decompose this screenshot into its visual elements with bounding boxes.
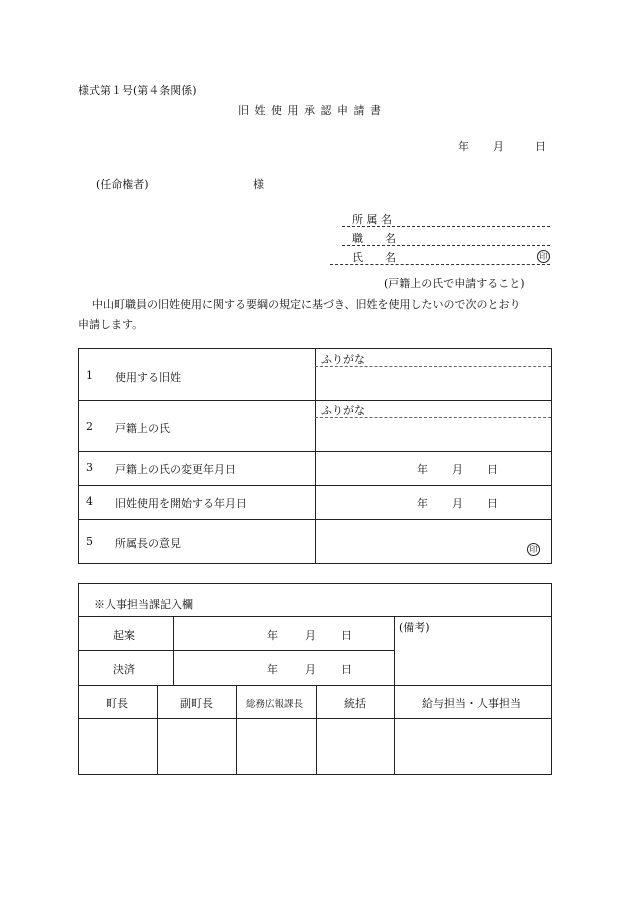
month-label: 月 bbox=[305, 629, 316, 642]
approver-general-affairs-chief: 総務広報課長 bbox=[246, 699, 304, 710]
row-divider bbox=[79, 451, 551, 452]
application-date[interactable] bbox=[458, 138, 546, 154]
items-table bbox=[78, 348, 552, 564]
row-3-number: 3 bbox=[86, 461, 93, 474]
seal-mark: 印 bbox=[537, 250, 550, 263]
form-number: 様式第１号(第４条関係) bbox=[78, 84, 197, 97]
row-1-number: 1 bbox=[86, 369, 93, 382]
month-label: 月 bbox=[452, 463, 463, 476]
row-5-label: 所属長の意見 bbox=[115, 537, 181, 550]
addressee: (任命権者) bbox=[96, 178, 149, 191]
approval-divider bbox=[79, 685, 551, 686]
row-2-label: 戸籍上の氏 bbox=[115, 422, 170, 435]
remarks-field[interactable] bbox=[395, 634, 551, 684]
day-label: 日 bbox=[341, 663, 352, 676]
name-label: 氏 名 bbox=[352, 251, 396, 264]
decision-date-field[interactable] bbox=[267, 661, 352, 677]
year-label: 年 bbox=[458, 140, 469, 153]
family-register-surname-field[interactable] bbox=[316, 418, 551, 450]
year-label: 年 bbox=[417, 463, 428, 476]
row-5-number: 5 bbox=[86, 535, 93, 548]
form-title: 旧 姓 使 用 承 認 申 請 書 bbox=[238, 104, 382, 117]
header-divider bbox=[79, 616, 551, 617]
change-date-field[interactable] bbox=[417, 461, 498, 477]
row-divider bbox=[79, 400, 551, 401]
row-1-label: 使用する旧姓 bbox=[115, 371, 181, 384]
year-label: 年 bbox=[267, 663, 278, 676]
decision-label: 決済 bbox=[113, 663, 135, 676]
office-use-table bbox=[78, 583, 552, 775]
body-text-line1: 中山町職員の旧姓使用に関する要綱の規定に基づき、旧姓を使用したいので次のとおり bbox=[92, 298, 521, 311]
row-2-number: 2 bbox=[86, 420, 93, 433]
day-label: 日 bbox=[487, 497, 498, 510]
row-2-furigana: ふりがな bbox=[321, 404, 365, 417]
year-label: 年 bbox=[417, 497, 428, 510]
old-surname-field[interactable] bbox=[316, 367, 551, 399]
honorific: 様 bbox=[253, 178, 264, 191]
draft-date-field[interactable] bbox=[267, 627, 352, 643]
supervisor-stamp-box[interactable] bbox=[317, 719, 393, 773]
day-label: 日 bbox=[341, 629, 352, 642]
row-4-label: 旧姓使用を開始する年月日 bbox=[115, 497, 247, 510]
month-label: 月 bbox=[493, 140, 504, 153]
deputy-mayor-stamp-box[interactable] bbox=[158, 719, 235, 773]
payroll-personnel-stamp-box[interactable] bbox=[395, 719, 551, 773]
row-4-number: 4 bbox=[86, 495, 93, 508]
affiliation-line[interactable] bbox=[342, 226, 550, 227]
draft-divider bbox=[79, 650, 394, 651]
label-column-divider bbox=[173, 616, 174, 685]
seal-mark: 印 bbox=[527, 543, 540, 556]
year-label: 年 bbox=[267, 629, 278, 642]
approver-mayor: 町長 bbox=[106, 697, 128, 710]
position-line[interactable] bbox=[342, 245, 550, 246]
office-use-header: ※人事担当課記入欄 bbox=[94, 598, 193, 611]
applicant-note: (戸籍上の氏で申請すること) bbox=[384, 277, 525, 290]
start-date-field[interactable] bbox=[417, 495, 498, 511]
row-1-furigana: ふりがな bbox=[321, 353, 365, 366]
affiliation-label: 所 属 名 bbox=[352, 213, 392, 226]
row-divider bbox=[79, 485, 551, 486]
day-label: 日 bbox=[535, 140, 546, 153]
approver-deputy-mayor: 副町長 bbox=[180, 697, 213, 710]
row-3-label: 戸籍上の氏の変更年月日 bbox=[115, 463, 236, 476]
month-label: 月 bbox=[452, 497, 463, 510]
general-affairs-chief-stamp-box[interactable] bbox=[237, 719, 315, 773]
name-line[interactable] bbox=[330, 264, 550, 265]
supervisor-opinion-field[interactable] bbox=[316, 520, 551, 563]
mayor-stamp-box[interactable] bbox=[80, 719, 156, 773]
position-label: 職 名 bbox=[352, 232, 396, 245]
day-label: 日 bbox=[487, 463, 498, 476]
draft-label: 起案 bbox=[113, 629, 135, 642]
month-label: 月 bbox=[305, 663, 316, 676]
remarks-label: (備考) bbox=[399, 621, 430, 634]
body-text-line2: 申請します。 bbox=[78, 318, 144, 331]
approver-payroll-personnel: 給与担当・人事担当 bbox=[422, 697, 521, 710]
approver-supervisor: 統括 bbox=[344, 697, 366, 710]
